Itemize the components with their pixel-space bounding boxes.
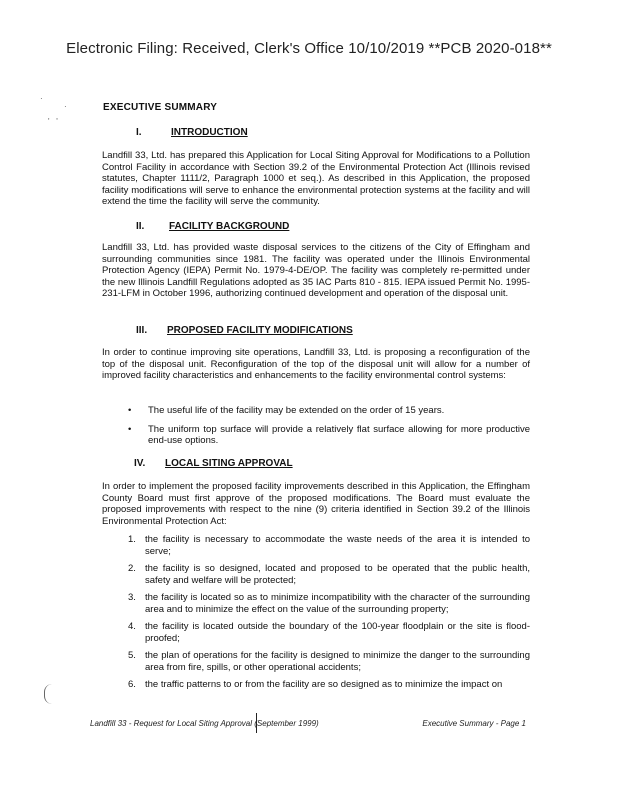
- section-number: III.: [136, 325, 148, 336]
- modification-benefits-list: [128, 405, 530, 454]
- bullet-icon: •: [128, 423, 132, 435]
- section-number: IV.: [134, 458, 146, 469]
- list-item: [128, 424, 530, 447]
- proposed-modifications-paragraph: In order to continue improving site operations, Landfill 33, Ltd. is proposing a reconfiguration of the top of the disposal unit. Reconfiguration of the top of the disposal unit will allow for a number of improved facility characteristics and enhancements to the facility environmental control systems:: [102, 347, 530, 381]
- bullet-text: The useful life of the facility may be extended on the order of 15 years.: [148, 405, 445, 416]
- criterion-text: the facility is located outside the boundary of the 100-year floodplain or the site is flood-proofed;: [145, 621, 530, 644]
- section-title: INTRODUCTION: [171, 127, 248, 138]
- list-item: [128, 534, 530, 557]
- facility-background-paragraph: Landfill 33, Ltd. has provided waste disposal services to the citizens of the City of Effingham and surrounding communities since 1981. The facility was operated under the Illinois Environmental Protection Agency (IEPA) Permit No. 1979-4-DE/OP. The facility was completely re-permitted under the new Illinois Landfill Regulations adopted as 35 IAC Parts 810 - 815. IEPA issued Permit No. 1995-231-LFM in October 1996, authorizing continued development and operation of the disposal unit.: [102, 242, 530, 299]
- list-item: [128, 679, 530, 691]
- criterion-text: the traffic patterns to or from the facility are so designed as to minimize the impact on: [145, 679, 503, 690]
- scan-speck: ·: [40, 94, 43, 103]
- footer-page-label: Executive Summary - Page 1: [422, 719, 526, 728]
- criterion-text: the facility is located so as to minimize incompatibility with the character of the surrounding area and to minimize the effect on the value of the surrounding property;: [145, 592, 530, 615]
- local-siting-approval-paragraph: In order to implement the proposed facility improvements described in this Application, the Effingham County Board must first approve of the proposed modifications. The Board must evaluate the proposed improvements with respect to the nine (9) criteria identified in Section 39.2 of the Illinois Environmental Protection Act:: [102, 481, 530, 527]
- filing-stamp: Electronic Filing: Received, Clerk's Office 10/10/2019 **PCB 2020-018**: [66, 40, 552, 57]
- list-item: [128, 621, 530, 644]
- criterion-number: 1.: [128, 534, 136, 545]
- siting-criteria-list: [128, 534, 530, 691]
- scan-speck: ·: [64, 102, 67, 111]
- introduction-paragraph: Landfill 33, Ltd. has prepared this Application for Local Siting Approval for Modifications to a Pollution Control Facility in accordance with Section 39.2 of the Environmental Protection Act (Illinois revised statutes, Chapter 1111/2, Paragraph 1000 et seq.). As described in this Application, the proposed facility modifications will serve to enhance the environmental protection systems at the facility and will extend the time the facility will serve the community.: [102, 150, 530, 207]
- footer-document-title: Landfill 33 - Request for Local Siting Approval (September 1999): [90, 719, 319, 728]
- list-item: [128, 592, 530, 615]
- section-title: LOCAL SITING APPROVAL: [165, 458, 293, 469]
- section-number: II.: [136, 221, 145, 232]
- criterion-text: the facility is necessary to accommodate the waste needs of the area it is intended to serve;: [145, 534, 530, 557]
- criterion-number: 5.: [128, 650, 136, 661]
- criterion-text: the facility is so designed, located and proposed to be operated that the public health, safety and welfare will be protected;: [145, 563, 530, 586]
- criterion-number: 4.: [128, 621, 136, 632]
- list-item: [128, 650, 530, 673]
- margin-bracket-mark: [44, 684, 63, 704]
- criterion-text: the plan of operations for the facility is designed to minimize the danger to the surrounding area from fire, spills, or other operational accidents;: [145, 650, 530, 673]
- scan-speck: ' ': [48, 117, 58, 126]
- bullet-text: The uniform top surface will provide a relatively flat surface allowing for more productive end-use options.: [148, 423, 530, 446]
- executive-summary-heading: EXECUTIVE SUMMARY: [103, 102, 218, 113]
- list-item: [128, 405, 530, 417]
- bullet-icon: •: [128, 405, 132, 416]
- section-number: I.: [136, 127, 142, 138]
- criterion-number: 6.: [128, 679, 136, 690]
- list-item: [128, 563, 530, 586]
- criterion-number: 2.: [128, 563, 136, 574]
- criterion-number: 3.: [128, 592, 136, 603]
- section-title: FACILITY BACKGROUND: [169, 221, 290, 232]
- section-title: PROPOSED FACILITY MODIFICATIONS: [167, 325, 353, 336]
